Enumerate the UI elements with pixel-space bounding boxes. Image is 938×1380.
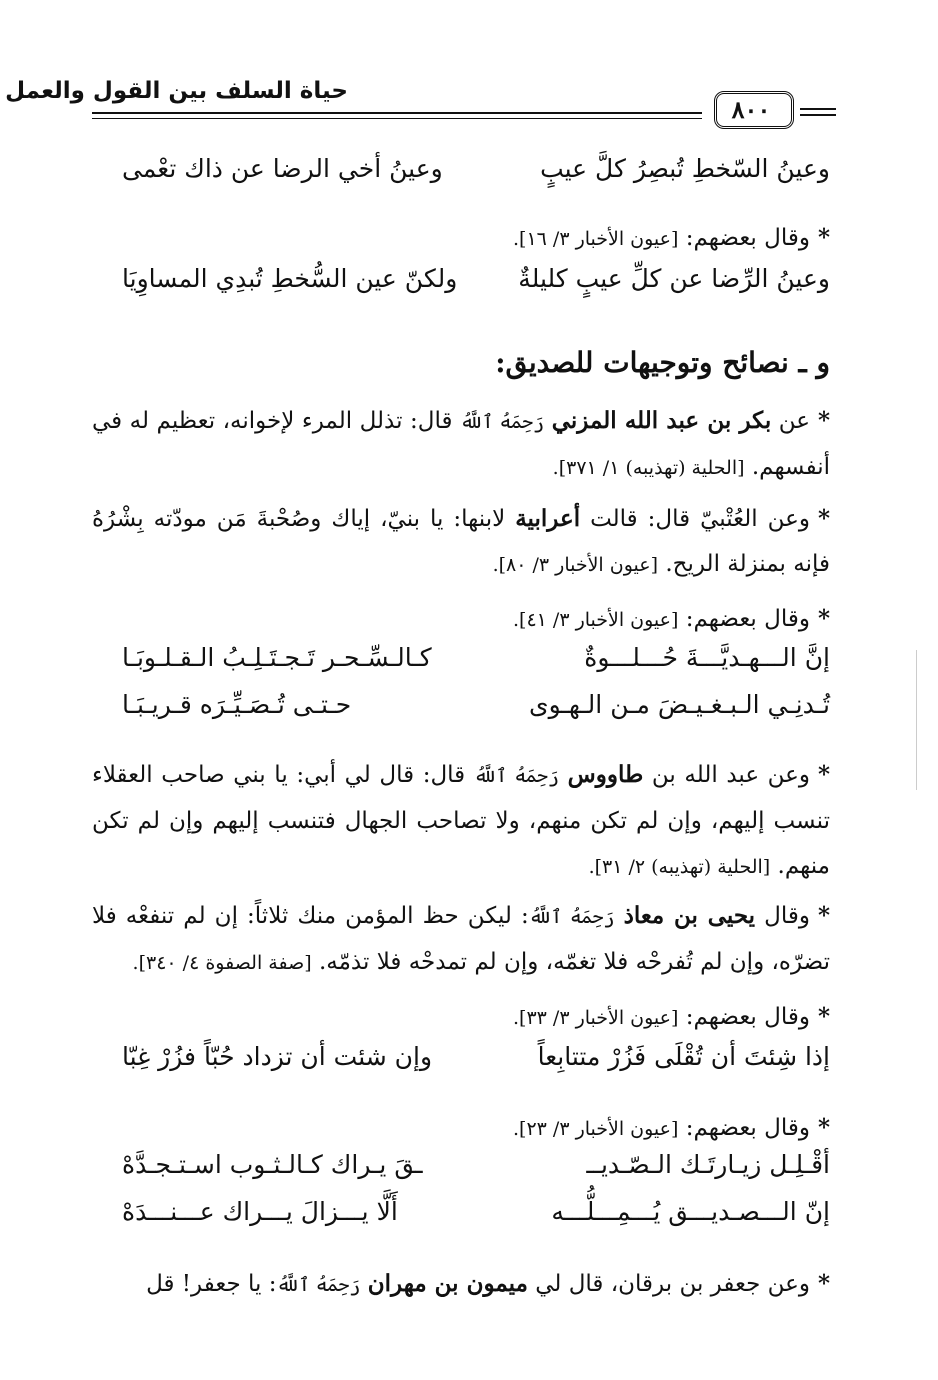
header-rule-right-thin [800,114,836,116]
paragraph [92,496,830,588]
paragraph [92,752,830,890]
paragraph-text: وعن العُتْبيّ قال: قالت [590,506,810,532]
verse-hemistich-second: وإن شئت أن تزداد حُبّاً فزُرْ غِبّا [122,1042,433,1071]
bullet-star: * [817,1003,830,1030]
paragraph [92,596,830,643]
verse-hemistich-first: وعينُ السّخطِ تُبصِرُ كلَّ عيبٍ [540,154,830,183]
verse-hemistich-second: وعينُ أخي الرضا عن ذاك تعْمى [122,154,443,183]
bullet-star: * [817,505,831,532]
paragraph-text: وقال بعضهم: [685,225,810,251]
paragraph [92,398,830,491]
bullet-star: * [818,902,831,929]
honorific: رَحِمَهُ ٱللَّهُ [276,1274,361,1296]
citation: [الحلية (تهذيبه) ١/ ٣٧١]. [552,457,745,479]
paragraph-text: عن [778,408,810,434]
paragraph [92,1105,830,1152]
paragraph-text: وعن جعفر بن برقان، قال لي [535,1271,810,1297]
header-rule [92,112,702,114]
paragraph [92,1261,830,1308]
citation: [عيون الأخبار ٣/ ٨٠]. [492,554,658,576]
verse-hemistich-second: أَلَّا يـــزالَ يـــراك عـــنـــدَهْ [122,1197,398,1226]
verse-hemistich-second: حـتـى تُـصَـيِّـرَه قـريـبَـا [122,690,352,719]
bullet-star: * [817,224,830,251]
section-heading: و ـ نصائح وتوجيهات للصديق: [495,346,830,379]
verse-hemistich-second: ولكنّ عين السُّخطِ تُبدِي المساوِيَا [122,264,458,293]
verse-line [92,690,830,734]
scan-edge-line [916,650,917,790]
paragraph-text: وقال [764,903,810,929]
bullet-star: * [817,1270,830,1297]
bullet-star: * [817,1114,830,1141]
paragraph-text: قال: قال لي أبي: يا بني صاحب العقلاء تنسب إليهم، وإن لم تكن منهم، ولا تصاحب الجهال فتنسب إليهم وإن لم تكن منهم. [92,762,830,879]
paragraph-text: : ليكن حظ المؤمن منك ثلاثاً: إن لم تنفعْه فلا تضرّه، وإن لم تُفرحْه فلا تغمّه، وإن لم تمدحْه فلا تذمّه. [92,903,830,975]
citation: [عيون الأخبار ٣/ ١٦]. [512,228,679,250]
verse-hemistich-first: إذا شِئتَ أن تُقْلَى فَزُرْ متتابِعاً [537,1042,830,1071]
paragraph-text: وقال بعضهم: [685,1115,810,1141]
paragraph-text: وقال بعضهم: [685,1004,810,1030]
verse-hemistich-first: إنّ الـــصـديـــق يُـــمِـــلُّـــه [551,1197,830,1226]
paragraph-text: لابنها: يا بنيّ، إياك وصُحْبةَ مَن مودّته بِشْرُهُ فإنه بمنزلة الريح. [92,506,830,577]
verse-line [92,1042,830,1086]
paragraph [92,215,830,262]
person-name: طاووس [567,761,644,788]
honorific: رَحِمَهُ ٱللَّهُ [528,906,615,928]
verse-line [92,1150,830,1194]
verse-line [92,264,830,308]
verse-hemistich-first: تُـدنِـي الـبـغـيـضَ مـن الـهـوى [529,690,830,719]
bullet-star: * [817,605,830,632]
verse-line [92,1197,830,1241]
honorific: رَحِمَهُ ٱللَّهُ [473,765,560,787]
paragraph [92,893,830,986]
verse-hemistich-first: إنَّ الـــهـديَّـــةَ حُـــلـــوةٌ [584,643,830,672]
bullet-star: * [818,761,831,788]
paragraph-text: قال: تذلل المرء لإخوانه، تعظيم له في أنفسهم. [92,408,830,480]
paragraph-text: : يا جعفر! قل [146,1271,277,1297]
citation: [عيون الأخبار ٣/ ٤١]. [512,609,679,631]
citation: [الحلية (تهذيبه) ٢/ ٣١]. [588,856,771,878]
bullet-star: * [817,407,831,434]
citation: [عيون الأخبار ٣/ ٣٣]. [512,1007,679,1029]
header-rule-right [800,108,836,110]
person-name: يحيى بن معاذ [623,902,756,929]
person-name: أعرابية [515,505,581,532]
header-rule-thin [92,118,702,119]
citation: [عيون الأخبار ٣/ ٢٣]. [512,1118,679,1140]
page-number-ornament [704,85,798,131]
page-number: ٨٠٠ [731,95,771,124]
paragraph-text: وعن عبد الله بن [651,762,810,788]
verse-hemistich-second: كـالـسِّـحـر تَـجـتَـلِـبُ الـقـلـوبَـا [122,643,432,672]
verse-line [92,154,830,198]
verse-hemistich-second: ـقَ يـراك كـالـثـوب اسـتـجـدَّهْ [122,1150,423,1179]
verse-hemistich-first: وعينُ الرِّضا عن كلِّ عيبٍ كليلةٌ [518,264,830,293]
paragraph [92,994,830,1041]
verse-hemistich-first: أقْـلِـل زيـارتَـك الـصّـديــ [586,1150,830,1179]
citation: [صفة الصفوة ٤/ ٣٤٠]. [132,952,312,974]
person-name: ميمون بن مهران [367,1270,528,1297]
person-name: بكر بن عبد الله المزني [551,407,772,434]
running-header-title: حياة السلف بين القول والعمل [5,78,348,104]
paragraph-text: وقال بعضهم: [685,606,810,632]
honorific: رَحِمَهُ ٱللَّهُ [460,411,545,433]
verse-line [92,643,830,687]
